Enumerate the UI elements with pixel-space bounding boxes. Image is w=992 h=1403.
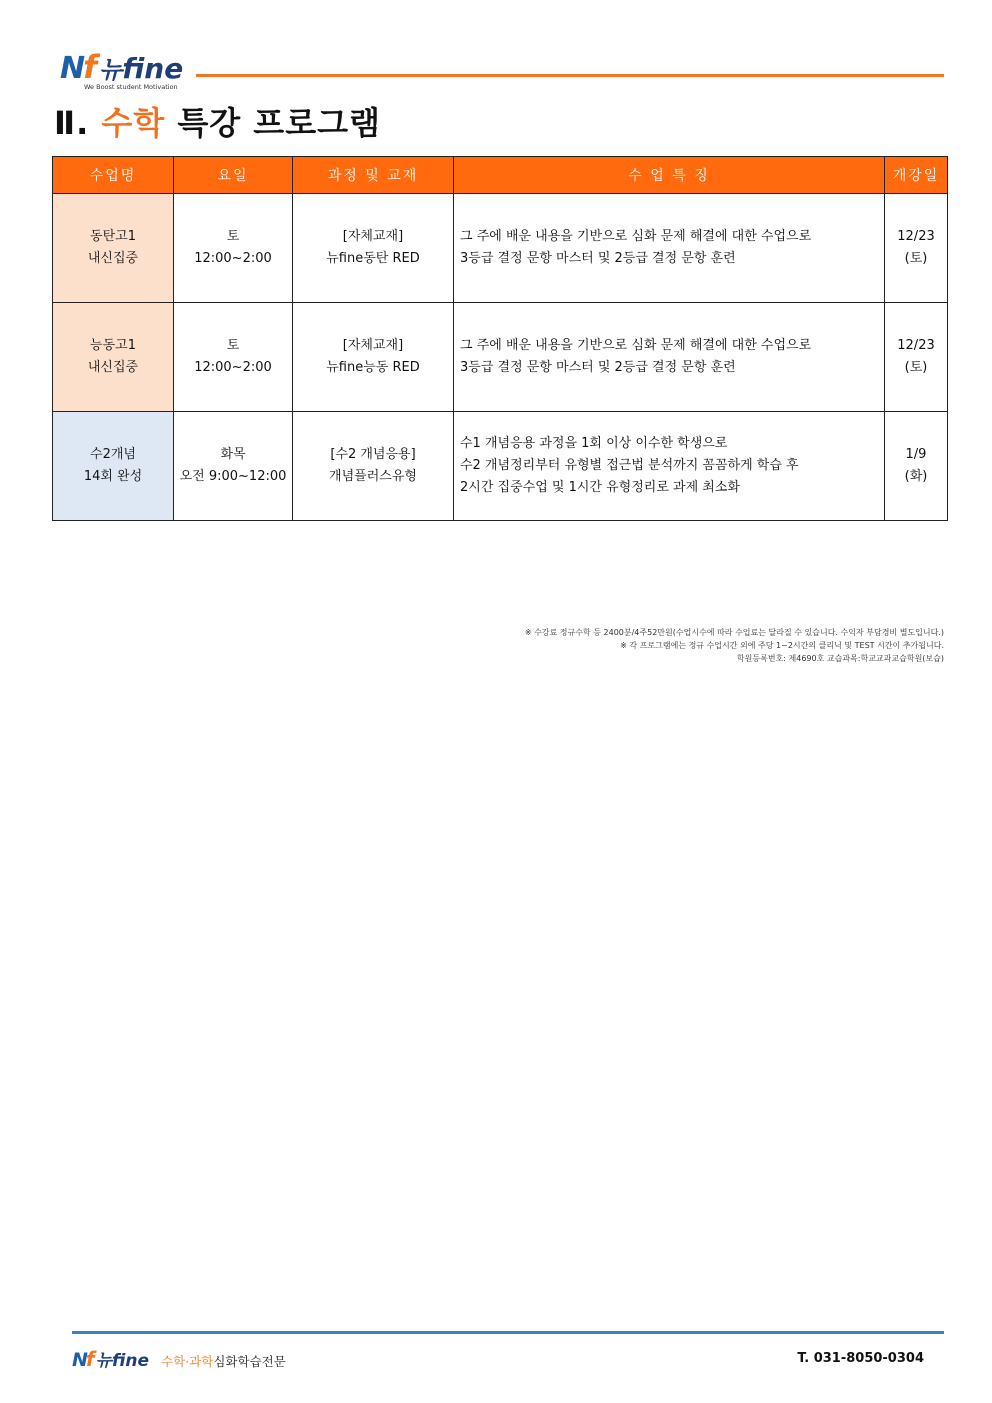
logo-kr: 뉴 [99,56,123,84]
start-weekday: (토) [904,360,928,375]
book-cell [293,412,454,521]
footnote-fee: ※ 수강료 정규수학 등 2400분/4주52만원(수업시수에 따라 수업료는 달라질 수 있습니다. 수익자 부담경비 별도입니다.) [524,628,944,637]
footer-tag-specialty: 심화학습전문 [213,1354,286,1369]
time-line: 12:00~2:00 [194,251,272,266]
day-cell [174,303,293,412]
header-day: 요일 [174,157,293,194]
time-line: 12:00~2:00 [194,360,272,375]
start-weekday: (화) [904,469,928,484]
day-cell [174,412,293,521]
book-cell [293,303,454,412]
logo-n: N [60,51,84,86]
feature-line: 2시간 집중수업 및 1시간 유형정리로 과제 최소화 [460,480,740,495]
class-name-line: 동탄고1 [90,229,136,244]
logo-wordmark [60,48,183,86]
footnote-clinic: ※ 각 프로그램에는 정규 수업시간 외에 주당 1~2시간의 클리닉 및 TEST 시간이 추가됩니다. [620,641,944,650]
footer-tagline [161,1352,286,1370]
class-name-line: 내신집중 [87,360,139,375]
table-row [53,412,948,521]
book-line: [자체교재] [342,229,404,244]
day-line: 토 [226,338,240,353]
day-line: 토 [226,229,240,244]
start-weekday: (토) [904,251,928,266]
start-date: 12/23 [897,338,935,353]
footer-logo-en: fine [112,1351,150,1371]
title-rest: 특강 프로그램 [177,104,381,142]
book-line: [수2 개념응용] [330,447,416,462]
feature-line: 수1 개념응용 과정을 1회 이상 이수한 학생으로 [460,436,728,451]
footer-logo-n: N [72,1349,86,1371]
footer-logo-f: f [85,1347,95,1371]
table-row [53,303,948,412]
footnotes [525,626,944,665]
logo-f: f [83,48,98,86]
book-cell [293,194,454,303]
brand-logo [60,48,183,91]
logo-tagline: We Boost student Motivation [84,83,178,91]
footer-tag-subjects: 수학·과학 [161,1354,214,1369]
class-name-line: 수2개념 [90,447,136,462]
phone-number: T. 031-8050-0304 [797,1351,924,1366]
start-date: 12/23 [897,229,935,244]
day-line: 화목 [220,447,246,462]
program-table [52,156,948,521]
header-course-book: 과정 및 교재 [293,157,454,194]
page-title [54,98,381,144]
features-cell [454,303,885,412]
feature-line: 그 주에 배운 내용을 기반으로 심화 문제 해결에 대한 수업으로 [460,338,812,353]
features-cell [454,412,885,521]
footnote-registration: 학원등록번호: 제4690호 교습과목:학교교과교습학원(보습) [736,654,944,663]
title-prefix: Ⅱ. [54,104,90,142]
time-line: 오전 9:00~12:00 [179,469,287,484]
start-date: 1/9 [905,447,927,462]
footer-logo-kr: 뉴 [95,1351,113,1371]
footer-brand [72,1346,286,1371]
class-name-line: 14회 완성 [83,469,143,484]
features-cell [454,194,885,303]
book-line: [자체교재] [342,338,404,353]
start-cell [885,412,948,521]
feature-line: 그 주에 배운 내용을 기반으로 심화 문제 해결에 대한 수업으로 [460,229,812,244]
class-name-cell [53,412,174,521]
table-row [53,194,948,303]
class-name-line: 내신집중 [87,251,139,266]
day-cell [174,194,293,303]
book-line: 뉴fine동탄 RED [326,251,420,266]
header-divider [196,74,944,77]
class-name-cell [53,194,174,303]
header-class-name: 수업명 [53,157,174,194]
header-features: 수 업 특 징 [454,157,885,194]
start-cell [885,194,948,303]
footer-divider [72,1331,944,1334]
book-line: 개념플러스유형 [329,469,417,484]
table-header-row [53,157,948,194]
logo-en: fine [122,52,184,85]
class-name-cell [53,303,174,412]
book-line: 뉴fine능동 RED [326,360,420,375]
title-accent: 수학 [101,104,166,142]
class-name-line: 능동고1 [90,338,136,353]
header-start-date: 개강일 [885,157,948,194]
feature-line: 3등급 결정 문항 마스터 및 2등급 결정 문항 훈련 [460,360,736,375]
start-cell [885,303,948,412]
feature-line: 3등급 결정 문항 마스터 및 2등급 결정 문항 훈련 [460,251,736,266]
feature-line: 수2 개념정리부터 유형별 접근법 분석까지 꼼꼼하게 학습 후 [460,458,799,473]
